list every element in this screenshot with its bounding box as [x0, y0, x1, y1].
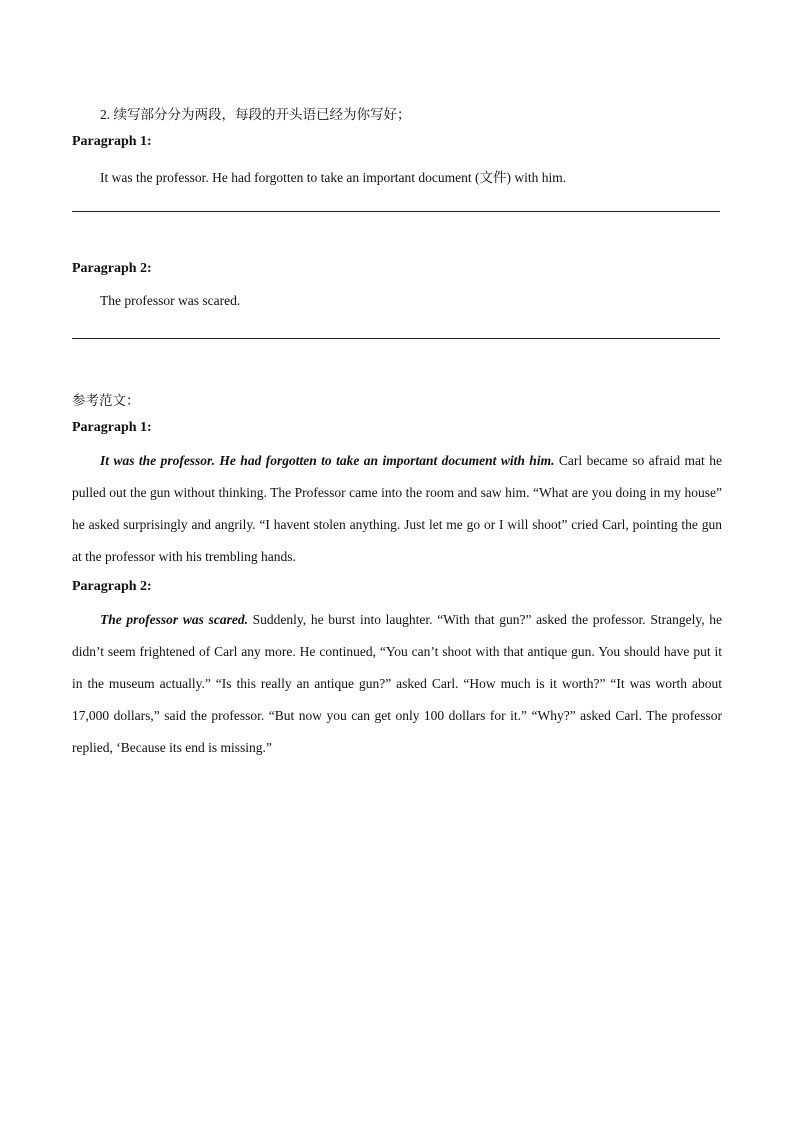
reference-paragraph-1-heading: Paragraph 1: — [72, 420, 152, 435]
task-paragraph-2-opening: The professor was scared. — [100, 293, 241, 308]
reference-label: 参考范文： — [72, 393, 140, 408]
reference-paragraph-2-heading: Paragraph 2: — [72, 579, 152, 594]
reference-paragraph-1-lead: It was the professor. He had forgotten to take an important document with him. — [100, 453, 555, 468]
task-paragraph-2-heading: Paragraph 2: — [72, 261, 152, 276]
reference-paragraph-1 — [72, 445, 722, 573]
reference-paragraph-2-lead: The professor was scared. — [100, 612, 248, 627]
reference-paragraph-2 — [72, 604, 722, 764]
reference-paragraph-1-body: Carl became so afraid mat he pulled out the gun without thinking. The Professor came into the room and saw him. “What are you doing in my house” he asked surprisingly and angrily. “I havent stolen anything. Just let me go or I will shoot” cried Carl, pointing the gun at the professor with his trembling hands. — [72, 453, 722, 564]
task-paragraph-1-opening: It was the professor. He had forgotten to take an important document (文件) with him. — [100, 170, 567, 185]
reference-paragraph-2-body: Suddenly, he burst into laughter. “With that gun?” asked the professor. Strangely, he didn’t seem frightened of Carl any more. He continued, “You can’t shoot with that antique gun. You should have put it in the museum actually.” “Is this really an antique gun?” asked Carl. “How much is it worth?” “It was worth about 17,000 dollars,” said the professor. “But now you can get only 100 dollars for it.” “Why?” asked Carl. The professor replied, ‘Because its end is missing.” — [72, 612, 723, 755]
task-paragraph-1-heading: Paragraph 1: — [72, 134, 152, 149]
answer-line-1 — [72, 211, 720, 212]
answer-line-2 — [72, 338, 720, 339]
instruction-line: 2. 续写部分分为两段，每段的开头语已经为你写好； — [100, 107, 411, 122]
